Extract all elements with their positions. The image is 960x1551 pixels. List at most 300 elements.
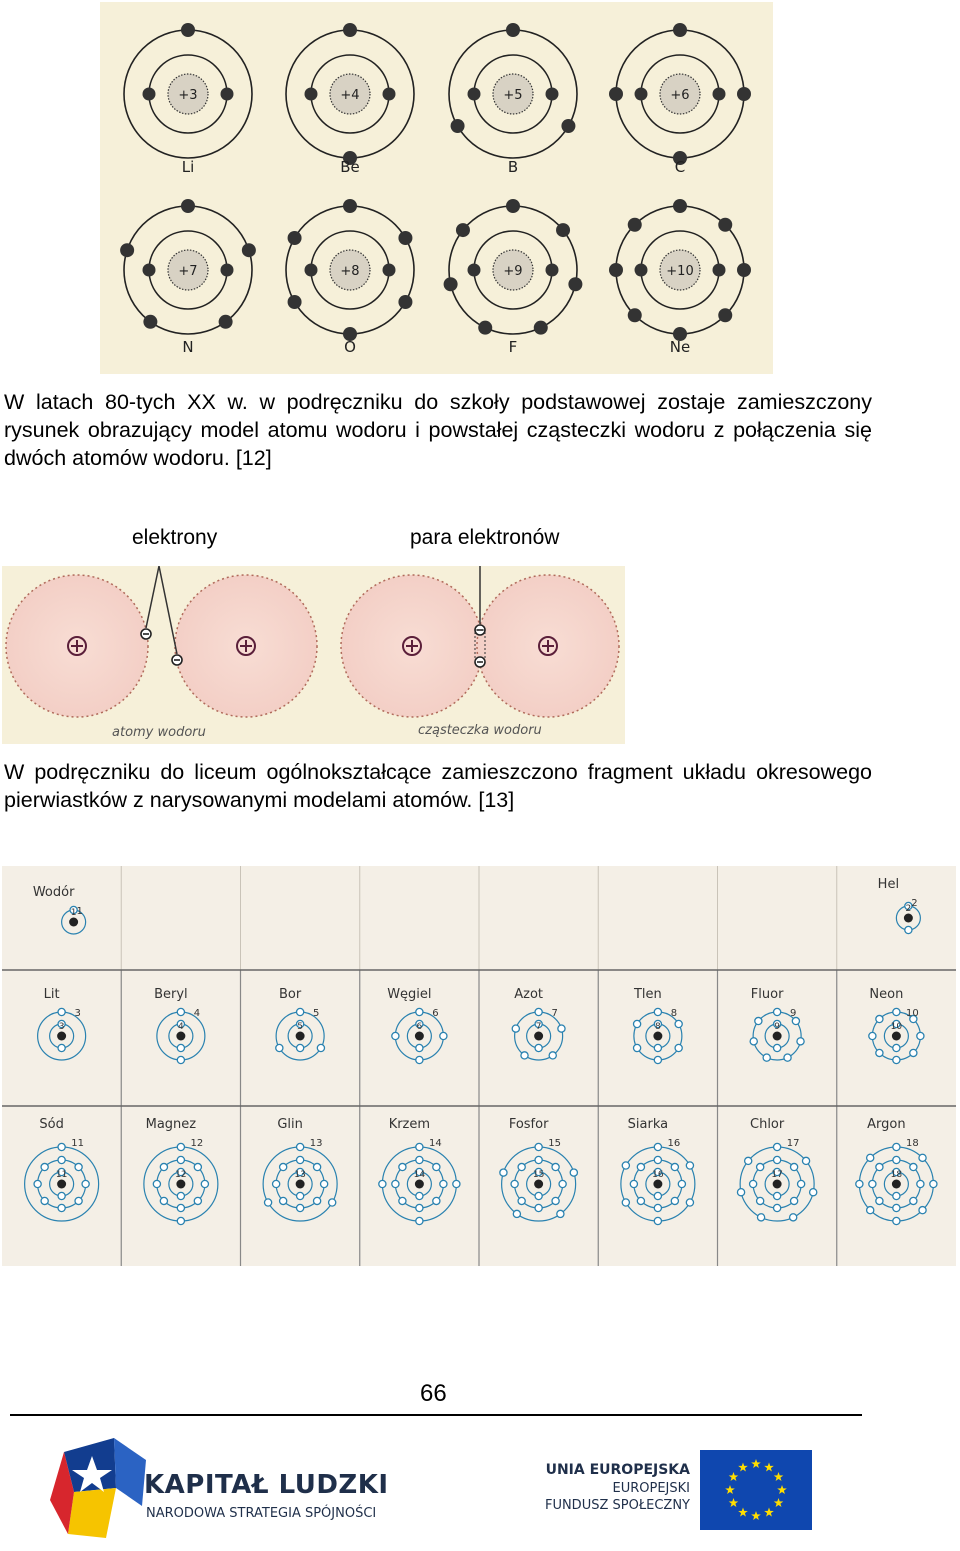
- electron: [58, 1204, 65, 1211]
- electron: [893, 1008, 900, 1015]
- caption-molecule: cząsteczka wodoru: [418, 723, 542, 738]
- eu-star: [764, 1463, 774, 1472]
- electron: [568, 277, 582, 291]
- electron: [383, 88, 396, 101]
- element-name: Węgiel: [387, 987, 432, 1002]
- electron: [558, 1025, 565, 1032]
- electron: [654, 1156, 661, 1163]
- electron: [506, 199, 520, 213]
- element-Bor: [276, 987, 325, 1060]
- atomic-number: 14: [429, 1138, 442, 1149]
- electron: [910, 1049, 917, 1056]
- electron: [120, 243, 134, 257]
- electron: [893, 1044, 900, 1051]
- eu-text: [520, 1462, 690, 1513]
- nucleus: [892, 1032, 901, 1041]
- nucleus-number: 6: [416, 1022, 423, 1032]
- atom-models-figure: [100, 2, 773, 374]
- atomic-number: 4: [193, 1008, 201, 1019]
- nucleus-number: 1: [70, 908, 77, 918]
- electron: [876, 1049, 883, 1056]
- electron: [609, 87, 623, 101]
- element-name: Neon: [869, 987, 904, 1002]
- atomic-number: 17: [786, 1138, 800, 1149]
- electron: [686, 1162, 693, 1169]
- electron: [630, 1180, 637, 1187]
- electron: [534, 321, 548, 335]
- electron: [893, 1156, 900, 1163]
- electron: [673, 23, 687, 37]
- electron: [453, 1180, 460, 1187]
- nucleus: [892, 1180, 901, 1189]
- electron: [675, 1044, 682, 1051]
- electron: [288, 295, 302, 309]
- electron: [177, 1217, 184, 1224]
- electron: [552, 1197, 559, 1204]
- eu-line3: FUNDUSZ SPOŁECZNY: [544, 1498, 690, 1513]
- electron: [750, 1038, 757, 1045]
- electron: [399, 1163, 406, 1170]
- nucleus-charge: +7: [178, 264, 198, 279]
- atomic-number: 9: [789, 1008, 797, 1019]
- electron: [713, 88, 726, 101]
- electron: [317, 1044, 324, 1051]
- electron: [58, 1192, 65, 1199]
- element-Neon: [869, 987, 924, 1064]
- nucleus-charge: +4: [340, 88, 360, 103]
- atomic-number: 11: [71, 1138, 84, 1149]
- paragraph-atom-model: W latach 80-tych XX w. w podręczniku do szkoły podstawowej zostaje zamieszczony rysunek obrazujący model atomu wodoru i powstałej cząsteczki wodoru z połączenia się dwóch atomów wodoru. [12]: [4, 390, 872, 470]
- nucleus: [415, 1032, 424, 1041]
- element-name: Bor: [279, 987, 302, 1002]
- electron: [440, 1032, 447, 1039]
- electron: [392, 1032, 399, 1039]
- electron: [774, 1044, 781, 1051]
- electron: [633, 1020, 640, 1027]
- electron: [518, 1163, 525, 1170]
- electron: [221, 264, 234, 277]
- electron: [917, 1180, 924, 1187]
- electron: [635, 88, 648, 101]
- electron: [75, 1197, 82, 1204]
- electron: [143, 88, 156, 101]
- paragraph-periodic-table: W podręczniku do liceum ogólnokształcące zamieszczono fragment układu okresowego pierwiastków z narysowanymi modelami atomów. [13]: [4, 760, 872, 812]
- electron: [654, 1204, 661, 1211]
- electron: [671, 1197, 678, 1204]
- nucleus-charge: +9: [503, 264, 523, 279]
- electron: [273, 1180, 280, 1187]
- nucleus-number: 10: [890, 1022, 903, 1032]
- electron: [416, 1143, 423, 1150]
- electron: [622, 1162, 629, 1169]
- electron: [654, 1143, 661, 1150]
- electron: [763, 1054, 770, 1061]
- atom-model-C: [609, 23, 751, 176]
- electron: [433, 1197, 440, 1204]
- element-Fluor: [750, 987, 804, 1061]
- element-Węgiel: [387, 987, 447, 1064]
- electron: [790, 1163, 797, 1170]
- electron: [628, 308, 642, 322]
- element-name: Tlen: [633, 987, 662, 1002]
- electron: [383, 264, 396, 277]
- electron: [671, 1163, 678, 1170]
- electron: [549, 1052, 556, 1059]
- electron: [416, 1156, 423, 1163]
- electron: [718, 308, 732, 322]
- atomic-number: 10: [906, 1008, 919, 1019]
- electron: [557, 1210, 564, 1217]
- nucleus: [773, 1180, 782, 1189]
- electron: [718, 218, 732, 232]
- element-name: Siarka: [627, 1117, 669, 1132]
- atom-model-N: [120, 199, 256, 356]
- electron: [194, 1197, 201, 1204]
- electron: [750, 1180, 757, 1187]
- nucleus: [534, 1032, 543, 1041]
- nucleus-number: 5: [297, 1022, 303, 1032]
- electron: [440, 1180, 447, 1187]
- nucleus: [176, 1180, 185, 1189]
- electron: [876, 1015, 883, 1022]
- atom-model-F: [444, 199, 583, 356]
- electron: [784, 1054, 791, 1061]
- nucleus-number: 8: [655, 1022, 661, 1032]
- footer-rule: [10, 1414, 862, 1416]
- electron: [143, 264, 156, 277]
- electron: [451, 119, 465, 133]
- electron: [194, 1163, 201, 1170]
- electron: [535, 1044, 542, 1051]
- electron: [774, 1192, 781, 1199]
- nucleus: [57, 1032, 66, 1041]
- atom-model-Ne: [609, 199, 751, 356]
- nucleus-charge: +3: [178, 88, 198, 103]
- electron: [810, 1189, 817, 1196]
- atomic-number: 2: [911, 898, 918, 909]
- eu-star: [725, 1485, 735, 1494]
- electron: [673, 199, 687, 213]
- electron: [521, 1052, 528, 1059]
- electron: [305, 88, 318, 101]
- atom-model-B: [449, 23, 577, 176]
- electron: [416, 1217, 423, 1224]
- electron: [513, 1210, 520, 1217]
- atom-model-Be: [286, 23, 414, 176]
- eu-flag: [700, 1450, 812, 1530]
- nucleus-charge: +8: [340, 264, 360, 279]
- electron: [41, 1197, 48, 1204]
- atomic-number: 13: [309, 1138, 323, 1149]
- nucleus: [176, 1032, 185, 1041]
- element-name: Krzem: [388, 1117, 431, 1132]
- electron: [535, 1156, 542, 1163]
- nucleus-number: 18: [890, 1170, 903, 1180]
- electron: [416, 1044, 423, 1051]
- electron: [177, 1156, 184, 1163]
- electron: [297, 1008, 304, 1015]
- nucleus: [653, 1032, 662, 1041]
- electron: [930, 1180, 937, 1187]
- electron: [478, 321, 492, 335]
- electron: [774, 1204, 781, 1211]
- caption-atoms: atomy wodoru: [112, 725, 206, 740]
- element-name: Fluor: [750, 987, 784, 1002]
- electron: [654, 1056, 661, 1063]
- electron: [757, 1214, 764, 1221]
- electron: [686, 1199, 693, 1206]
- electron: [893, 1192, 900, 1199]
- kapital-ludzki-emblem: [46, 1430, 156, 1548]
- nucleus: [904, 914, 913, 923]
- electron: [755, 1017, 762, 1024]
- element-name: Chlor: [750, 1117, 785, 1132]
- eu-star: [764, 1508, 774, 1517]
- electron: [869, 1180, 876, 1187]
- electron: [737, 87, 751, 101]
- periodic-table-svg: [2, 866, 956, 1266]
- electron: [790, 1214, 797, 1221]
- electron: [757, 1197, 764, 1204]
- electron: [297, 1143, 304, 1150]
- element-label: Li: [181, 158, 195, 176]
- electron: [637, 1197, 644, 1204]
- nucleus-number: 4: [178, 1022, 184, 1032]
- electron: [379, 1180, 386, 1187]
- electron: [416, 1008, 423, 1015]
- electron: [321, 1180, 328, 1187]
- atom-model-Li: [124, 23, 252, 176]
- nucleus-number: 13: [294, 1170, 306, 1180]
- atomic-number: 1: [76, 906, 83, 917]
- eu-star: [729, 1498, 739, 1507]
- electron: [41, 1163, 48, 1170]
- electron: [713, 264, 726, 277]
- electron: [609, 263, 623, 277]
- electron: [177, 1056, 184, 1063]
- element-Tlen: [633, 987, 682, 1064]
- electron: [343, 23, 357, 37]
- electron: [456, 223, 470, 237]
- electron: [561, 119, 575, 133]
- nucleus: [534, 1180, 543, 1189]
- electron: [893, 1143, 900, 1150]
- nucleus: [415, 1180, 424, 1189]
- element-label: Be: [340, 158, 360, 176]
- atom-models-svg: [100, 2, 773, 374]
- element-Hel: [878, 877, 921, 934]
- electron: [905, 926, 912, 933]
- electron: [869, 1032, 876, 1039]
- atomic-number: 12: [190, 1138, 204, 1149]
- element-name: Wodór: [32, 885, 75, 900]
- electron: [802, 1157, 809, 1164]
- electron: [343, 199, 357, 213]
- electron: [917, 1032, 924, 1039]
- electron: [506, 23, 520, 37]
- electron: [177, 1204, 184, 1211]
- element-name: Sód: [39, 1117, 64, 1132]
- eu-star: [774, 1498, 784, 1507]
- electron: [757, 1163, 764, 1170]
- atomic-number: 6: [432, 1008, 439, 1019]
- nucleus-charge: +10: [666, 264, 694, 279]
- electron: [893, 1204, 900, 1211]
- atom-model-O: [286, 199, 414, 356]
- electron: [58, 1143, 65, 1150]
- electron: [297, 1204, 304, 1211]
- element-Siarka: [621, 1117, 695, 1225]
- eu-star: [777, 1485, 787, 1494]
- electron: [160, 1163, 167, 1170]
- electron: [876, 1197, 883, 1204]
- electron: [392, 1180, 399, 1187]
- electron: [790, 1197, 797, 1204]
- electron: [559, 1180, 566, 1187]
- electron: [82, 1180, 89, 1187]
- electron: [797, 1038, 804, 1045]
- electron: [774, 1008, 781, 1015]
- electron: [535, 1008, 542, 1015]
- electrons-pointer: [146, 566, 177, 654]
- electron: [297, 1156, 304, 1163]
- electron: [798, 1180, 805, 1187]
- electron: [635, 264, 648, 277]
- nucleus-number: 15: [532, 1170, 545, 1180]
- electron: [556, 223, 570, 237]
- element-name: Azot: [514, 987, 544, 1002]
- element-Wodór: [33, 885, 86, 934]
- electron: [444, 277, 458, 291]
- eu-line1: UNIA EUROPEJSKA: [545, 1462, 690, 1478]
- electron: [399, 1197, 406, 1204]
- electron: [535, 1204, 542, 1211]
- electron: [181, 23, 195, 37]
- electron: [75, 1163, 82, 1170]
- eu-star: [738, 1508, 748, 1517]
- nucleus-charge: +5: [503, 88, 523, 103]
- electron: [919, 1207, 926, 1214]
- electron: [535, 1143, 542, 1150]
- kl-title: KAPITAŁ LUDZKI: [144, 1470, 389, 1500]
- eu-star: [738, 1463, 748, 1472]
- kapital-ludzki-logo: [40, 1430, 420, 1550]
- hydrogen-svg: [2, 566, 625, 744]
- nucleus-number: 16: [652, 1170, 664, 1180]
- nucleus: [57, 1180, 66, 1189]
- nucleus-number: 7: [535, 1022, 542, 1032]
- electron: [416, 1056, 423, 1063]
- electron: [518, 1197, 525, 1204]
- electron: [58, 1156, 65, 1163]
- element-Glin: [263, 1117, 337, 1221]
- nucleus-number: 17: [771, 1170, 783, 1180]
- eu-star: [751, 1459, 761, 1468]
- electron: [280, 1197, 287, 1204]
- eu-stars-icon: [700, 1450, 812, 1530]
- electron: [893, 1217, 900, 1224]
- electron: [288, 231, 302, 245]
- electron: [737, 263, 751, 277]
- electron: [313, 1197, 320, 1204]
- electron: [867, 1154, 874, 1161]
- electron: [177, 1143, 184, 1150]
- electron: [622, 1199, 629, 1206]
- element-name: Argon: [867, 1117, 906, 1132]
- periodic-table-figure: [2, 866, 956, 1266]
- electron: [745, 1157, 752, 1164]
- atomic-number: 18: [906, 1138, 919, 1149]
- electron: [867, 1207, 874, 1214]
- element-Chlor: [737, 1117, 816, 1221]
- electron: [305, 264, 318, 277]
- electron: [633, 1044, 640, 1051]
- electron: [737, 1189, 744, 1196]
- hydrogen-figure: [2, 566, 625, 744]
- element-name: Lit: [43, 987, 60, 1002]
- electron: [774, 1156, 781, 1163]
- electron: [637, 1163, 644, 1170]
- element-label: B: [507, 158, 519, 176]
- atomic-number: 15: [548, 1138, 561, 1149]
- nucleus-number: 3: [58, 1022, 65, 1032]
- electron: [546, 264, 559, 277]
- electron: [160, 1197, 167, 1204]
- electron: [675, 1020, 682, 1027]
- element-Fosfor: [500, 1117, 578, 1221]
- electron: [297, 1192, 304, 1199]
- nucleus-number: 14: [413, 1170, 426, 1180]
- electron: [416, 1192, 423, 1199]
- element-name: Beryl: [154, 987, 188, 1002]
- nucleus-number: 11: [55, 1170, 68, 1180]
- nucleus: [653, 1180, 662, 1189]
- electron: [919, 1154, 926, 1161]
- kl-subtitle: NARODOWA STRATEGIA SPÓJNOŚCI: [146, 1506, 377, 1521]
- nucleus-charge: +6: [670, 88, 690, 103]
- electron: [313, 1163, 320, 1170]
- element-Lit: [38, 987, 86, 1060]
- element-label: Ne: [669, 338, 691, 356]
- electron: [468, 264, 481, 277]
- electron: [893, 1056, 900, 1063]
- nucleus: [773, 1032, 782, 1041]
- electron: [329, 1199, 336, 1206]
- label-electrons: elektrony: [132, 526, 218, 549]
- element-Sód: [25, 1117, 99, 1221]
- atomic-number: 8: [670, 1008, 678, 1019]
- electron: [219, 315, 233, 329]
- electron: [654, 1008, 661, 1015]
- electron: [910, 1197, 917, 1204]
- nucleus-number: 9: [774, 1022, 780, 1032]
- element-Beryl: [154, 987, 205, 1064]
- electron: [535, 1192, 542, 1199]
- electron: [221, 88, 234, 101]
- eu-line2: EUROPEJSKI: [612, 1481, 690, 1496]
- nucleus: [69, 918, 78, 927]
- eu-star: [774, 1472, 784, 1481]
- electron: [654, 1044, 661, 1051]
- electron: [34, 1180, 41, 1187]
- electron: [511, 1180, 518, 1187]
- element-label: F: [508, 338, 518, 356]
- electron: [654, 1217, 661, 1224]
- electron: [276, 1044, 283, 1051]
- atomic-number: 7: [551, 1008, 558, 1019]
- electron: [398, 231, 412, 245]
- electron: [433, 1163, 440, 1170]
